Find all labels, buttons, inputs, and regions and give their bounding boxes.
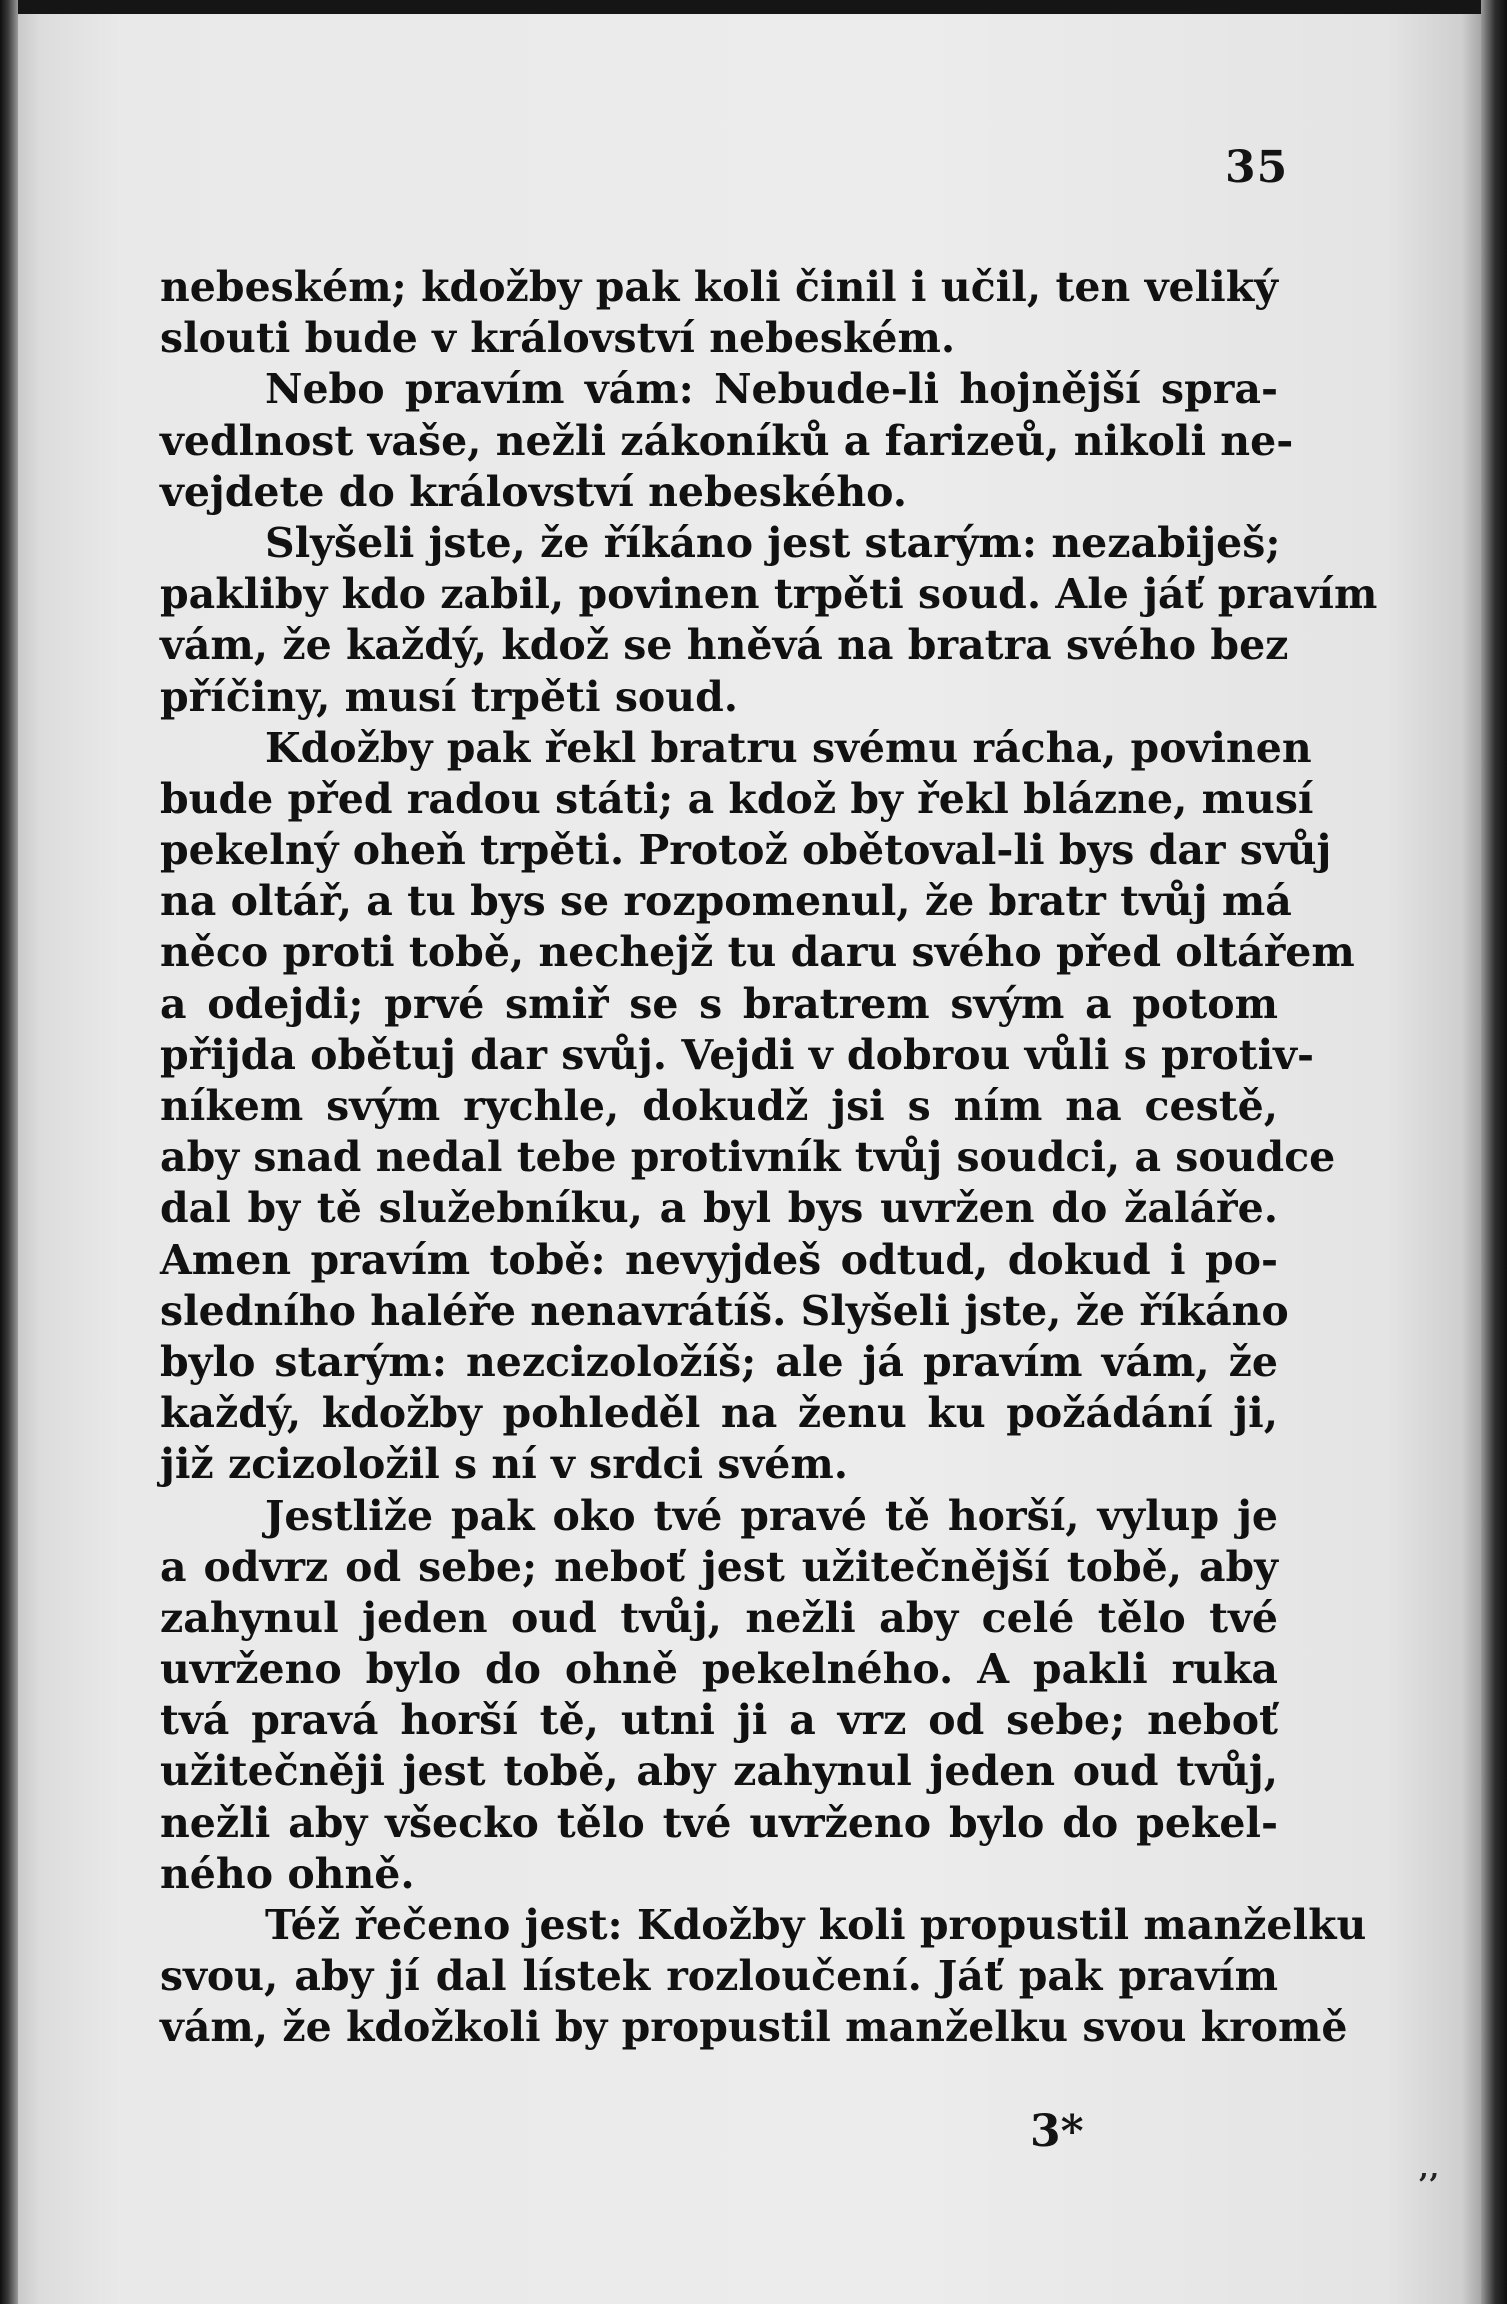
page-top-edge bbox=[0, 0, 1507, 14]
paragraph bbox=[160, 518, 1378, 723]
paragraph bbox=[160, 1491, 1278, 1901]
page-number: 35 bbox=[1225, 142, 1289, 193]
page-right-edge bbox=[1481, 0, 1507, 2304]
text-line: Slyšeli jste, že říkáno jest starým: nezabiješ; bbox=[265, 518, 1281, 567]
text-line: nebeském; kdožby pak koli činil i učil, ten veliký bbox=[160, 263, 1278, 311]
signature-mark: 3* bbox=[1030, 2106, 1084, 2157]
paragraph bbox=[160, 364, 1294, 518]
text-line: vám, že každý, kdož se hněvá na bratra svého bez bbox=[160, 621, 1289, 670]
text-line: Nebo pravím vám: Nebude-li hojnější spra- bbox=[265, 365, 1278, 414]
text-line: každý, kdožby pohleděl na ženu ku požádání ji, bbox=[160, 1389, 1278, 1438]
text-line: ného ohně. bbox=[160, 1849, 415, 1898]
text-line: tvá pravá horší tě, utni ji a vrz od sebe; neboť bbox=[160, 1696, 1278, 1745]
text-line: uvrženo bylo do ohně pekelného. A pakli ruka bbox=[160, 1645, 1278, 1694]
body-text bbox=[160, 262, 1378, 2054]
text-line: svou, aby jí dal lístek rozloučení. Jáť pak pravím bbox=[160, 1952, 1278, 2001]
text-line: pakliby kdo zabil, povinen trpěti soud. Ale jáť pravím bbox=[160, 570, 1378, 619]
text-line: vám, že kdožkoli by propustil manželku svou kromě bbox=[160, 2003, 1348, 2052]
text-line: na oltář, a tu bys se rozpomenul, že bratr tvůj má bbox=[160, 877, 1292, 926]
text-line: aby snad nedal tebe protivník tvůj soudci, a soudce bbox=[160, 1133, 1336, 1182]
paragraph bbox=[160, 1900, 1367, 2054]
text-line: něco proti tobě, nechejž tu daru svého před oltářem bbox=[160, 928, 1355, 977]
text-line: přijda obětuj dar svůj. Vejdi v dobrou vůli s protiv- bbox=[160, 1030, 1315, 1079]
text-line: Jestliže pak oko tvé pravé tě horší, vylup je bbox=[265, 1491, 1278, 1540]
text-line: zahynul jeden oud tvůj, nežli aby celé tělo tvé bbox=[160, 1593, 1278, 1642]
text-line: bude před radou státi; a kdož by řekl blázne, musí bbox=[160, 774, 1314, 823]
text-line: níkem svým rychle, dokudž jsi s ním na cestě, bbox=[160, 1082, 1278, 1130]
text-line: dal by tě služebníku, a byl bys uvržen do žaláře. bbox=[160, 1184, 1278, 1233]
corner-mark: ’’ bbox=[1418, 2168, 1439, 2203]
text-line: a odejdi; prvé smiř se s bratrem svým a potom bbox=[160, 979, 1278, 1028]
text-line: vedlnost vaše, nežli zákoníků a farizeů, nikoli ne- bbox=[160, 416, 1294, 465]
text-line: již zcizoložil s ní v srdci svém. bbox=[160, 1440, 848, 1489]
paragraph bbox=[160, 262, 1278, 364]
text-line: Amen pravím tobě: nevyjdeš odtud, dokud i po- bbox=[160, 1235, 1278, 1284]
page-left-edge bbox=[0, 0, 18, 2304]
text-line: slouti bude v království nebeském. bbox=[160, 314, 956, 363]
text-line: sledního haléře nenavrátíš. Slyšeli jste, že říkáno bbox=[160, 1286, 1289, 1335]
text-line: nežli aby všecko tělo tvé uvrženo bylo do pekel- bbox=[160, 1798, 1278, 1847]
text-line: pekelný oheň trpěti. Protož obětoval-li bys dar svůj bbox=[160, 826, 1332, 875]
text-line: užitečněji jest tobě, aby zahynul jeden oud tvůj, bbox=[160, 1747, 1278, 1796]
text-line: příčiny, musí trpěti soud. bbox=[160, 672, 739, 721]
text-line: Kdožby pak řekl bratru svému rácha, povinen bbox=[265, 723, 1312, 772]
text-line: vejdete do království nebeského. bbox=[160, 467, 908, 516]
text-line: a odvrz od sebe; neboť jest užitečnější tobě, aby bbox=[160, 1542, 1278, 1591]
text-line: Též řečeno jest: Kdožby koli propustil manželku bbox=[265, 1901, 1367, 1949]
text-line: bylo starým: nezcizoložíš; ale já pravím vám, že bbox=[160, 1337, 1278, 1386]
paragraph bbox=[160, 723, 1355, 1491]
